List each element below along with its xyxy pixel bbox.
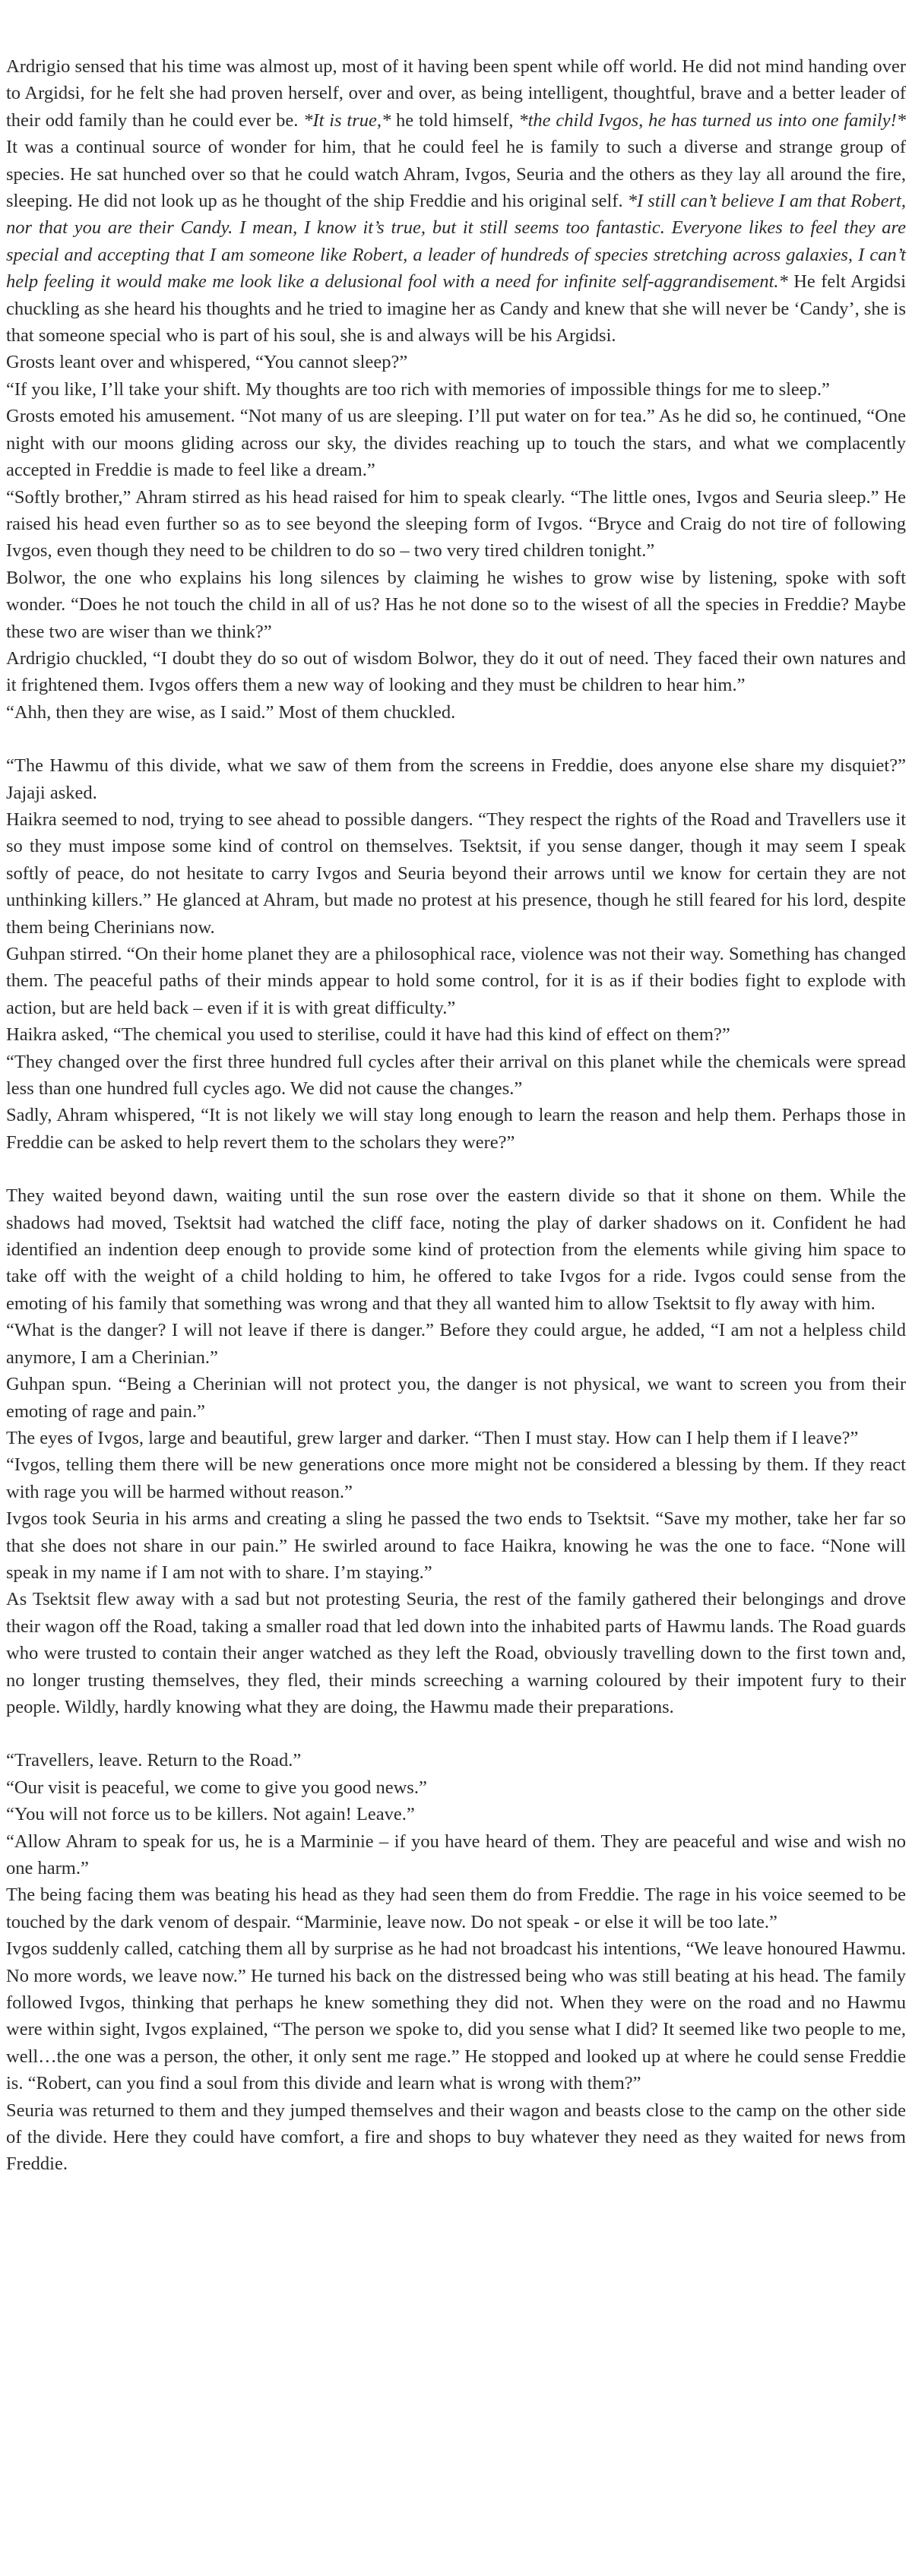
story-paragraph [6,752,906,806]
story-paragraph [6,565,906,645]
paragraph-text: “If you like, I’ll take your shift. My thoughts are too rich with memories of impossible things for me to sleep.” [6,378,830,400]
paragraph-text: “The Hawmu of this divide, what we saw of them from the screens in Freddie, does anyone else share my disquiet?” Jajaji asked. [6,755,906,803]
story-paragraph [6,376,906,403]
paragraph-text: “Softly brother,” Ahram stirred as his head raised for him to speak clearly. “The little ones, Ivgos and Seuria sleep.” He raised his head even further so as to see beyond the sleeping form of Ivgos. “Bryce and Craig do not tire of following Ivgos, even though they need to be children to do so – two very tired children tonight.” [6,486,906,562]
story-paragraph [6,1049,906,1103]
paragraph-text: Grosts leant over and whispered, “You cannot sleep?” [6,352,408,373]
paragraph-text: Ardrigio chuckled, “I doubt they do so out of wisdom Bolwor, they do it out of need. They faced their own natures and it frightened them. Ivgos offers them a new way of looking and they must be children to hear him.” [6,647,906,696]
story-paragraph [6,1586,906,1720]
paragraph-text: Ivgos took Seuria in his arms and creating a sling he passed the two ends to Tsektsit. “Save my mother, take her far so that she does not share in our pain.” He swirled around to face Haikra, knowing he was the one to face. “None will speak in my name if I am not with to share. I’m staying.” [6,1508,906,1583]
paragraph-text: “Ivgos, telling them there will be new generations once more might not be considered a blessing by them. If they react with rage you will be harmed without reason.” [6,1454,906,1502]
paragraph-text: Haikra asked, “The chemical you used to sterilise, could it have had this kind of effect on them?” [6,1024,730,1046]
story-paragraph [6,403,906,483]
story-paragraph [6,1801,906,1828]
paragraph-text: “Allow Ahram to speak for us, he is a Marminie – if you have heard of them. They are peaceful and wise and wish no one harm.” [6,1831,906,1878]
paragraph-text: Seuria was returned to them and they jumped themselves and their wagon and beasts close to the camp on the other side of the divide. Here they could have comfort, a fire and shops to buy whatever they need as they waited for news from Freddie. [6,2100,906,2175]
story-paragraph [6,1747,906,1774]
story-paragraph [6,941,906,1021]
story-paragraph [6,1881,906,1935]
story-paragraph [6,645,906,699]
story-paragraph [6,806,906,941]
story-paragraph [6,1451,906,1505]
paragraph-text: As Tsektsit flew away with a sad but not protesting Seuria, the rest of the family gathered their belongings and drove their wagon off the Road, taking a smaller road that led down into the inhabited parts of Hawmu lands. The Road guards who were trusted to contain their anger watched as they left the Road, obviously travelling down to the first town and, no longer trusting themselves, they fled, their minds screeching a warning coloured by their impotent fury to their people. Wildly, hardly knowing what they are doing, the Hawmu made their preparations. [6,1589,906,1717]
italic-thought-text: *It is true,* [303,109,391,131]
italic-thought-text: *I still can’t believe I am that Robert, nor that you are their Candy. I mean, I know it’s true, but it still seems too fantastic. Everyone likes to feel they are special and accepting that I am someone like Robert, a leader of hundreds of species stretching across galaxies, I can’t help feeling it would make me look like a delusional fool with a need for infinite self-aggrandisement.* [6,191,906,293]
paragraph-text: They waited beyond dawn, waiting until the sun rose over the eastern divide so that it shone on them. While the shadows had moved, Tsektsit had watched the cliff face, noting the play of darker shadows on it. Confident he had identified an indention deep enough to provide some kind of protection from the elements while giving him space to take off with the weight of a child holding to him, he offered to take Ivgos for a ride. Ivgos could sense from the emoting of his family that something was wrong and that they all wanted him to allow Tsektsit to fly away with him. [6,1185,906,1314]
paragraph-text: It was a continual source of wonder for him, that he could feel he is family to such a diverse and strange group of species. He sat hunched over so that he could watch Ahram, Ivgos, Seuria and the others as they lay all around the fire, sleeping. He did not look up as he thought of the ship Freddie and his original self. [6,137,906,212]
paragraph-text: Haikra seemed to nod, trying to see ahead to possible dangers. “They respect the rights of the Road and Travellers use it so they must impose some kind of control on themselves. Tsektsit, if you sense danger, though it may seem I speak softly of peace, do not hesitate to carry Ivgos and Seuria beyond their arrows until we know for certain they are not unthinking killers.” He glanced at Ahram, but made no protest at his presence, though he still feared for his lord, despite them being Cherinians now. [6,809,906,938]
paragraph-text: “Travellers, leave. Return to the Road.” [6,1750,302,1771]
paragraph-text: “What is the danger? I will not leave if there is danger.” Before they could argue, he added, “I am not a helpless child anymore, I am a Cherinian.” [6,1320,906,1368]
paragraph-break [6,1156,906,1182]
story-paragraph [6,1935,906,2097]
story-paragraph [6,1774,906,1801]
story-paragraph [6,2097,906,2178]
story-paragraph [6,699,906,726]
paragraph-text: The being facing them was beating his head as they had seen them do from Freddie. The rage in his voice seemed to be touched by the dark venom of despair. “Marminie, leave now. Do not speak - or else it will be too late.” [6,1885,906,1932]
paragraph-text: Ivgos suddenly called, catching them all by surprise as he had not broadcast his intentions, “We leave honoured Hawmu. No more words, we leave now.” He turned his back on the distressed being who was still beating at his head. The family followed Ivgos, thinking that perhaps he knew something they did not. When they were on the road and no Hawmu were within sight, Ivgos explained, “The person we spoke to, did you sense what I did? It seemed like two people to me, well…the one was a person, the other, it only sent me rage.” He stopped and looked up at where he could sense Freddie is. “Robert, can you find a soul from this divide and learn what is wrong with them?” [6,1938,906,2094]
story-paragraph [6,1425,906,1451]
paragraph-text: “Ahh, then they are wise, as I said.” Most of them chuckled. [6,701,456,723]
paragraph-break [6,1720,906,1747]
paragraph-text: “You will not force us to be killers. Not again! Leave.” [6,1804,415,1825]
story-paragraph [6,484,906,565]
paragraph-text: Sadly, Ahram whispered, “It is not likely we will stay long enough to learn the reason and help them. Perhaps those in Freddie can be asked to help revert them to the scholars they were?” [6,1105,906,1153]
italic-thought-text: *the child Ivgos, he has turned us into one family!* [518,109,907,131]
paragraph-text: Guhpan stirred. “On their home planet they are a philosophical race, violence was not their way. Something has changed them. The peaceful paths of their minds appear to hold some control, for it is as if their bodies fight to explode with action, but are held back – even if it is with great difficulty.” [6,944,906,1018]
paragraph-text: Bolwor, the one who explains his long silences by claiming he wishes to grow wise by listening, spoke with soft wonder. “Does he not touch the child in all of us? Has he not done so to the wisest of all the species in Freddie? Maybe these two are wiser than we think?” [6,567,906,642]
paragraph-text: Grosts emoted his amusement. “Not many of us are sleeping. I’ll put water on for tea.” As he did so, he continued, “One night with our moons gliding across our sky, the divides reaching up to touch the stars, and what we complacently accepted in Freddie is made to feel like a dream.” [6,406,906,481]
paragraph-text: Guhpan spun. “Being a Cherinian will not protect you, the danger is not physical, we want to screen you from their emoting of rage and pain.” [6,1374,906,1422]
paragraph-break [6,726,906,752]
story-paragraph [6,1828,906,1882]
story-paragraph [6,1371,906,1425]
story-paragraph [6,53,906,349]
paragraph-text: He felt Argidsi chuckling as she heard his thoughts and he tried to imagine her as Candy and knew that she will never be ‘Candy’, she is that someone special who is part of his soul, she is and always will be his Argidsi. [6,271,907,347]
paragraph-text: “Our visit is peaceful, we come to give you good news.” [6,1777,427,1798]
story-paragraph [6,349,906,375]
story-paragraph [6,1317,906,1371]
paragraph-text: Ardrigio sensed that his time was almost up, most of it having been spent while off world. He did not mind handing over to Argidsi, for he felt she had proven herself, over and over, as being intelligent, thoughtful, brave and a better leader of their odd family than he could ever be. [6,56,906,131]
paragraph-text: “They changed over the first three hundred full cycles after their arrival on this planet while the chemicals were spread less than one hundred full cycles ago. We did not cause the changes.” [6,1051,906,1100]
story-paragraph [6,1182,906,1317]
story-paragraph [6,1021,906,1048]
story-paragraph [6,1505,906,1586]
paragraph-text: The eyes of Ivgos, large and beautiful, grew larger and darker. “Then I must stay. How can I help them if I leave?” [6,1427,859,1448]
story-paragraph [6,1102,906,1156]
paragraph-text: he told himself, [391,109,519,131]
